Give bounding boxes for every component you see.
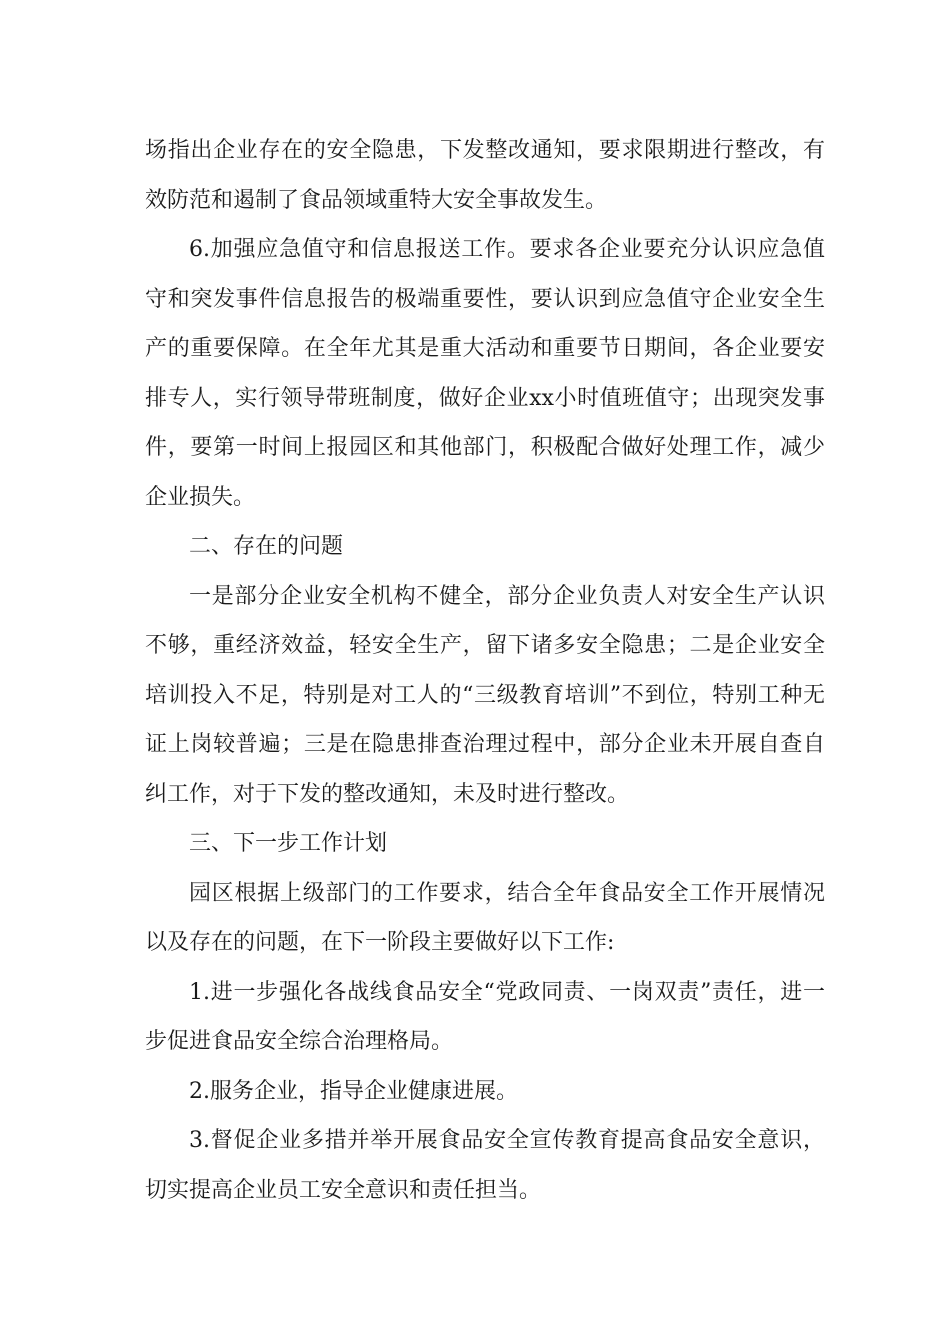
paragraph-item-6: 6.加强应急值守和信息报送工作。要求各企业要充分认识应急值守和突发事件信息报告的极端重要性，要认识到应急值守企业安全生产的重要保障。在全年尤其是重大活动和重要节日期间，各企业要安排专人，实行领导带班制度，做好企业xx小时值班值守；出现突发事件，要第一时间上报园区和其他部门，积极配合做好处理工作，减少企业损失。 — [145, 237, 825, 510]
paragraph-plan-item-3: 3.督促企业多措并举开展食品安全宣传教育提高食品安全意识，切实提高企业员工安全意识和责任担当。 — [145, 1128, 825, 1203]
document-body — [145, 126, 825, 1215]
section-heading-problems: 二、存在的问题 — [189, 534, 344, 559]
paragraph-continued: 场指出企业存在的安全隐患，下发整改通知，要求限期进行整改，有效防范和遏制了食品领域重特大安全事故发生。 — [145, 138, 825, 213]
section-heading-next-plan: 三、下一步工作计划 — [189, 831, 388, 856]
paragraph-problems: 一是部分企业安全机构不健全，部分企业负责人对安全生产认识不够，重经济效益，轻安全生产，留下诸多安全隐患；二是企业安全培训投入不足，特别是对工人的“三级教育培训”不到位，特别工种无证上岗较普遍；三是在隐患排查治理过程中，部分企业未开展自查自纠工作，对于下发的整改通知，未及时进行整改。 — [145, 583, 825, 807]
paragraph-plan-item-1: 1.进一步强化各战线食品安全“党政同责、一岗双责”责任，进一步促进食品安全综合治理格局。 — [145, 979, 825, 1054]
paragraph-plan-intro: 园区根据上级部门的工作要求，结合全年食品安全工作开展情况以及存在的问题，在下一阶段主要做好以下工作: — [145, 880, 825, 955]
paragraph-plan-item-2: 2.服务企业，指导企业健康进展。 — [189, 1078, 518, 1104]
